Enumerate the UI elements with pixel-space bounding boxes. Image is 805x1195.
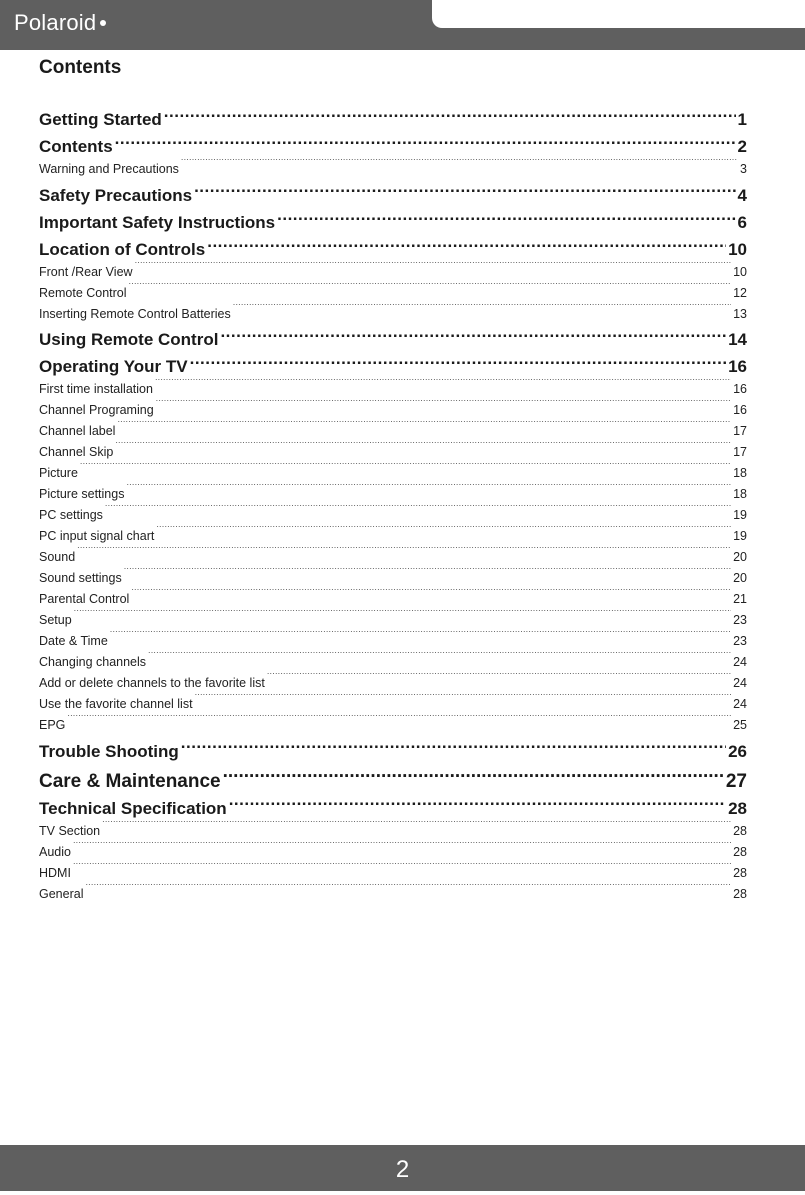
toc-entry-label: Picture settings	[39, 487, 125, 502]
toc-entry-page: 27	[725, 770, 747, 792]
toc-entry-label: Date & Time	[39, 634, 108, 649]
toc-leader-dots	[181, 729, 726, 756]
toc-entry[interactable]	[39, 255, 747, 279]
toc-leader-dots	[220, 318, 726, 345]
toc-entry[interactable]	[39, 856, 747, 880]
toc-leader-dots	[156, 393, 731, 414]
toc-leader-dots	[207, 228, 726, 255]
toc-entry-page: 24	[733, 655, 747, 670]
page-title: Contents	[39, 57, 122, 78]
toc-leader-dots	[102, 814, 731, 835]
toc-entry-page: 21	[733, 592, 747, 607]
toc-entry-label: Important Safety Instructions	[39, 212, 276, 232]
toc-entry-label: First time installation	[39, 382, 153, 397]
toc-entry[interactable]	[39, 814, 747, 838]
toc-entry[interactable]	[39, 540, 747, 565]
toc-entry-label: Getting Started	[39, 110, 162, 130]
toc-leader-dots	[126, 477, 731, 498]
toc-entry-page: 16	[728, 357, 747, 377]
toc-leader-dots	[156, 519, 731, 540]
toc-entry-label: Sound settings	[39, 571, 122, 586]
toc-entry-label: Picture	[39, 466, 78, 481]
toc-entry-page: 28	[733, 886, 747, 901]
toc-leader-dots	[105, 498, 731, 519]
toc-entry-label: Parental Control	[39, 592, 130, 607]
toc-entry-label: Sound	[39, 550, 76, 565]
toc-entry-label: Channel label	[39, 424, 116, 439]
toc-entry[interactable]	[39, 729, 747, 761]
toc-leader-dots	[181, 152, 738, 173]
toc-leader-dots	[131, 582, 731, 603]
brand-dot-icon	[100, 20, 106, 26]
toc-entry[interactable]	[39, 98, 747, 130]
toc-entry-label: TV Section	[39, 823, 101, 838]
toc-leader-dots	[73, 856, 731, 877]
toc-entry-label: Inserting Remote Control Batteries	[39, 306, 231, 321]
toc-entry-page: 20	[733, 550, 747, 565]
toc-entry-label: Contents	[39, 137, 113, 157]
toc-entry-label: Channel Programing	[39, 403, 154, 418]
toc-entry-page: 13	[733, 306, 747, 321]
toc-entry-label: Audio	[39, 844, 71, 859]
toc-entry[interactable]	[39, 477, 747, 502]
toc-entry-page: 17	[733, 424, 747, 439]
toc-entry-page: 19	[733, 508, 747, 523]
toc-entry-label: Warning and Precautions	[39, 162, 179, 177]
toc-leader-dots	[117, 414, 731, 435]
toc-entry[interactable]	[39, 125, 747, 157]
toc-entry-page: 10	[728, 239, 747, 259]
brand-name: Polaroid	[14, 10, 97, 35]
toc-entry-label: Channel Skip	[39, 445, 114, 460]
toc-entry-page: 16	[733, 382, 747, 397]
toc-entry-label: Add or delete channels to the favorite list	[39, 676, 265, 691]
toc-leader-dots	[110, 624, 731, 645]
toc-entry-label: Operating Your TV	[39, 357, 188, 377]
toc-leader-dots	[155, 372, 731, 393]
toc-entry-label: Remote Control	[39, 285, 127, 300]
toc-entry-page: 25	[733, 718, 747, 733]
toc-entry-label: Use the favorite channel list	[39, 697, 193, 712]
toc-entry-label: HDMI	[39, 865, 71, 880]
toc-entry-page: 1	[737, 110, 747, 130]
toc-entry-page: 24	[733, 697, 747, 712]
toc-entry-page: 28	[728, 798, 747, 818]
toc-entry-label: Technical Specification	[39, 798, 227, 818]
toc-leader-dots	[267, 666, 731, 687]
toc-leader-dots	[124, 561, 731, 582]
toc-entry-label: Front /Rear View	[39, 264, 133, 279]
page-number: 2	[395, 1156, 410, 1183]
toc-leader-dots	[190, 345, 726, 372]
toc-entry-label: EPG	[39, 718, 66, 733]
toc-entry-page: 19	[733, 529, 747, 544]
toc-leader-dots	[194, 173, 735, 200]
table-of-contents	[39, 98, 747, 901]
toc-entry-page: 24	[733, 676, 747, 691]
toc-entry[interactable]	[39, 877, 747, 901]
brand-logo	[14, 10, 106, 36]
toc-entry-page: 12	[733, 285, 747, 300]
toc-entry-page: 26	[728, 741, 747, 761]
toc-entry-label: Changing channels	[39, 655, 147, 670]
toc-entry[interactable]	[39, 519, 747, 544]
toc-entry[interactable]	[39, 456, 747, 481]
header-white-panel	[432, 0, 805, 28]
toc-entry[interactable]	[39, 603, 747, 628]
toc-entry-page: 4	[737, 185, 747, 205]
toc-entry-page: 18	[733, 466, 747, 481]
toc-entry[interactable]	[39, 645, 747, 670]
toc-entry[interactable]	[39, 435, 747, 460]
toc-leader-dots	[195, 687, 732, 708]
toc-entry[interactable]	[39, 561, 747, 586]
toc-leader-dots	[115, 435, 731, 456]
toc-entry-page: 6	[737, 212, 747, 232]
toc-entry-page: 2	[737, 137, 747, 157]
toc-entry-label: General	[39, 886, 84, 901]
toc-entry-label: Setup	[39, 613, 72, 628]
toc-entry[interactable]	[39, 498, 747, 523]
toc-leader-dots	[74, 603, 731, 624]
toc-leader-dots	[67, 708, 731, 729]
toc-entry[interactable]	[39, 624, 747, 649]
toc-entry-page: 28	[733, 844, 747, 859]
toc-leader-dots	[223, 757, 724, 787]
toc-entry-label: Location of Controls	[39, 239, 206, 259]
toc-entry-page: 23	[733, 613, 747, 628]
toc-entry-label: Using Remote Control	[39, 330, 219, 350]
toc-entry-page: 20	[733, 571, 747, 586]
toc-entry-page: 28	[733, 865, 747, 880]
toc-entry[interactable]	[39, 835, 747, 859]
toc-entry-page: 18	[733, 487, 747, 502]
toc-entry-page: 17	[733, 445, 747, 460]
toc-entry[interactable]	[39, 297, 747, 321]
toc-entry[interactable]	[39, 414, 747, 439]
toc-entry-page: 16	[733, 403, 747, 418]
toc-entry-page: 10	[733, 264, 747, 279]
toc-entry-label: Trouble Shooting	[39, 741, 179, 761]
toc-leader-dots	[233, 297, 731, 318]
toc-entry-page: 14	[728, 330, 747, 350]
toc-entry-label: Safety Precautions	[39, 185, 193, 205]
toc-entry-label: Care & Maintenance	[39, 770, 221, 792]
toc-leader-dots	[148, 645, 731, 666]
toc-entry-page: 23	[733, 634, 747, 649]
toc-entry[interactable]	[39, 708, 747, 733]
toc-leader-dots	[73, 835, 731, 856]
toc-leader-dots	[77, 540, 731, 561]
toc-entry-label: PC input signal chart	[39, 529, 155, 544]
toc-entry[interactable]	[39, 152, 747, 177]
toc-leader-dots	[229, 787, 726, 814]
toc-leader-dots	[164, 98, 736, 125]
toc-leader-dots	[135, 255, 732, 276]
toc-entry[interactable]	[39, 276, 747, 300]
toc-leader-dots	[80, 456, 731, 477]
toc-entry-label: PC settings	[39, 508, 103, 523]
toc-leader-dots	[277, 201, 735, 228]
toc-leader-dots	[129, 276, 732, 297]
toc-leader-dots	[115, 125, 736, 152]
toc-entry[interactable]	[39, 582, 747, 607]
toc-entry-page: 3	[740, 162, 747, 177]
toc-entry-page: 28	[733, 823, 747, 838]
toc-leader-dots	[85, 877, 731, 898]
